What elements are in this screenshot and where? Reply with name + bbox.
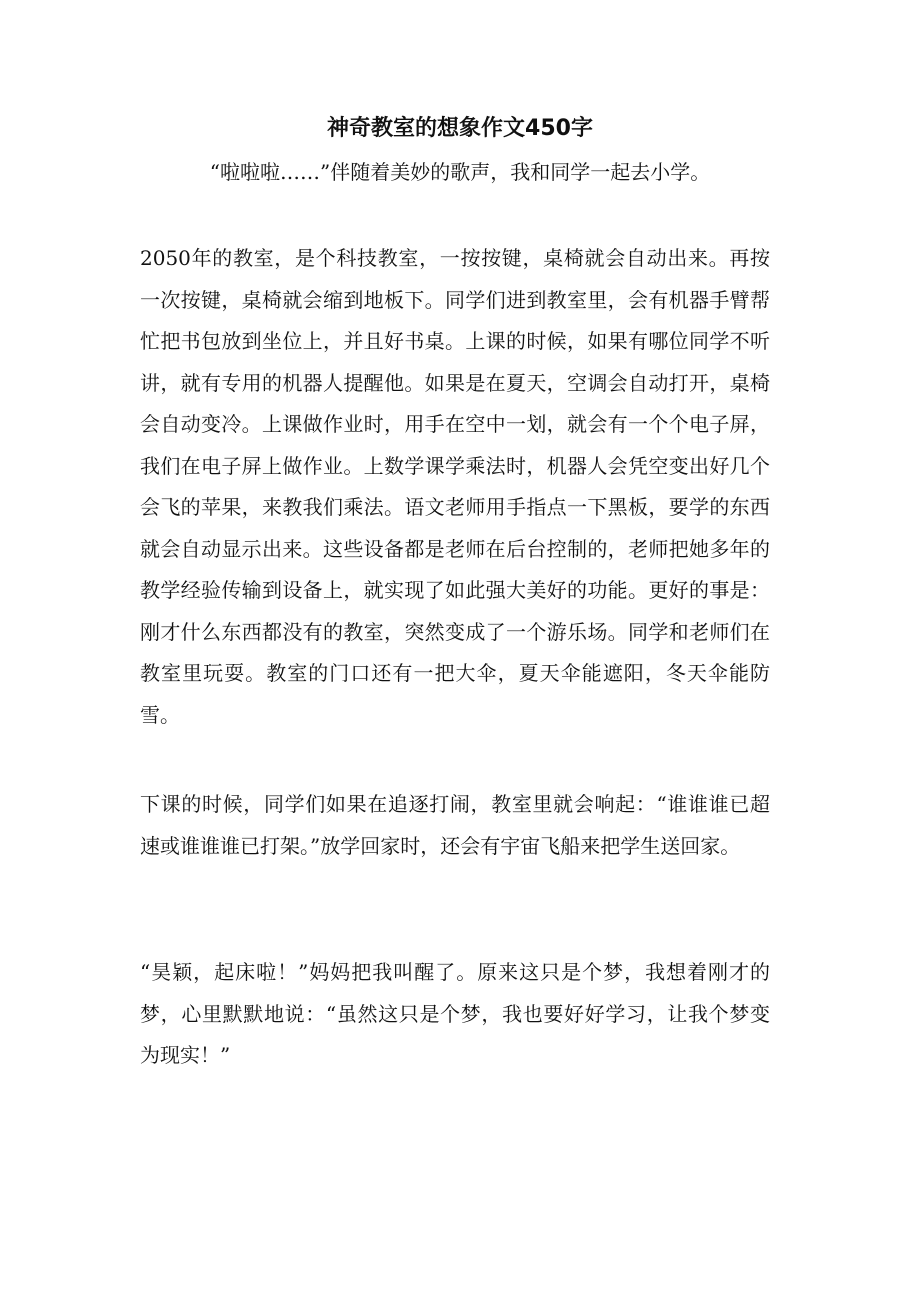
paragraph-wake-up: “昊颖，起床啦！”妈妈把我叫醒了。原来这只是个梦，我想着刚才的梦，心里默默地说：“虽然这只是个梦，我也要好好学习，让我个梦变为现实！” [140, 960, 770, 1067]
document-title: 神奇教室的想象作文450字 [327, 116, 593, 141]
intro-line: “啦啦啦……”伴随着美妙的歌声，我和同学一起去小学。 [209, 160, 711, 184]
paragraph-after-class: 下课的时候，同学们如果在追逐打闹，教室里就会响起：“谁谁谁已超速或谁谁谁已打架。”放学回家时，还会有宇宙飞船来把学生送回家。 [140, 792, 770, 858]
paragraph-classroom: 2050年的教室，是个科技教室，一按按键，桌椅就会自动出来。再按一次按键，桌椅就会缩到地板下。同学们进到教室里，会有机器手臂帮忙把书包放到坐位上，并且好书桌。上课的时候，如果有哪位同学不听讲，就有专用的机器人提醒他。如果是在夏天，空调会自动打开，桌椅会自动变冷。上课做作业时，用手在空中一划，就会有一个个电子屏，我们在电子屏上做作业。上数学课学乘法时，机器人会凭空变出好几个会飞的苹果，来教我们乘法。语文老师用手指点一下黑板，要学的东西就会自动显示出来。这些设备都是老师在后台控制的，老师把她多年的教学经验传输到设备上，就实现了如此强大美好的功能。更好的事是：刚才什么东西都没有的教室，突然变成了一个游乐场。同学和老师们在教室里玩耍。教室的门口还有一把大伞，夏天伞能遮阳，冬天伞能防雪。 [140, 246, 770, 727]
